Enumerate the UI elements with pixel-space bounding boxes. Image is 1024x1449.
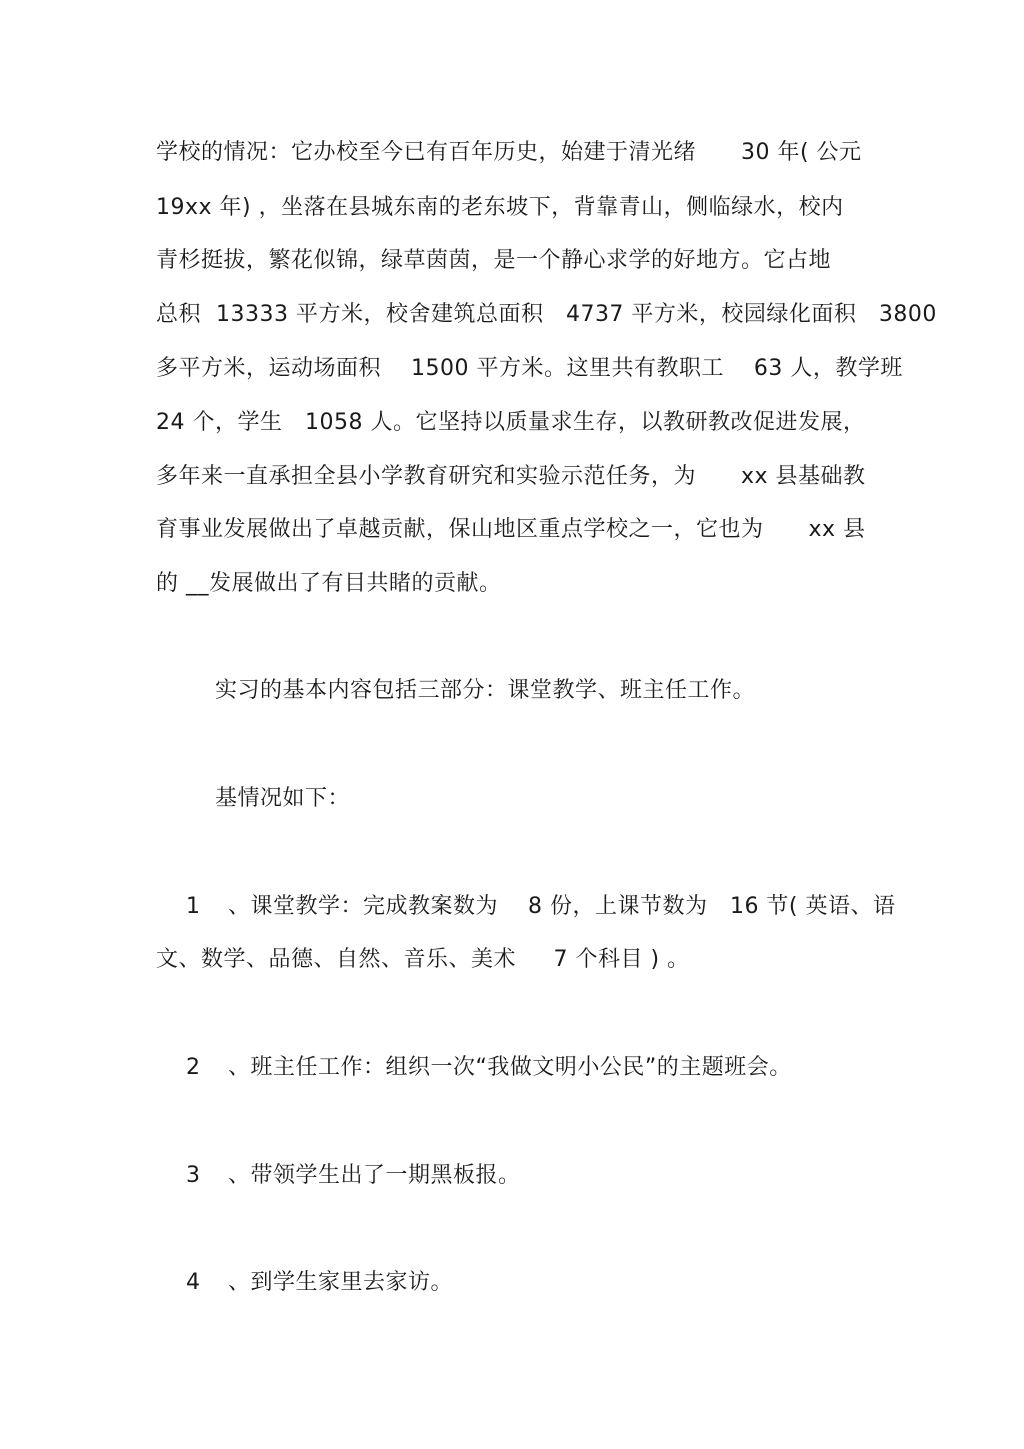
paragraph1-line-7: 多年来一直承担全县小学教育研究和实验示范任务，为 xx 县基础教	[156, 464, 866, 489]
paragraph2: 实习的基本内容包括三部分：课堂教学、班主任工作。	[215, 678, 756, 703]
list-item-3-text: 、带领学生出了一期黑板报。	[228, 1163, 521, 1188]
paragraph1-line-3: 青杉挺拔，繁花似锦，绿草茵茵，是一个静心求学的好地方。它占地	[156, 248, 832, 273]
list-item-4-number: 4	[186, 1270, 200, 1295]
paragraph1-line-1: 学校的情况：它办校至今已有百年历史，始建于清光绪 30 年( 公元	[156, 140, 862, 165]
list-item-2-text: 、班主任工作：组织一次“我做文明小公民”的主题班会。	[228, 1055, 792, 1080]
list-item-1-line-2: 文、数学、品德、自然、音乐、美术 7 个科目 ) 。	[156, 947, 690, 972]
paragraph1-line-2: 19xx 年) ，坐落在县城东南的老东坡下，背靠青山，侧临绿水，校内	[156, 195, 844, 220]
list-item-1-line-1: 、课堂教学：完成教案数为 8 份，上课节数为 16 节( 英语、语	[228, 894, 896, 919]
paragraph1-line-4: 总积 13333 平方米，校舍建筑总面积 4737 平方米，校园绿化面积 3800	[156, 302, 937, 327]
list-item-3-number: 3	[186, 1163, 200, 1188]
paragraph1-line-5: 多平方米，运动场面积 1500 平方米。这里共有教职工 63 人，教学班	[156, 356, 903, 381]
paragraph1-line-8: 育事业发展做出了卓越贡献，保山地区重点学校之一，它也为 xx 县	[156, 517, 866, 542]
paragraph3: 基情况如下：	[215, 786, 351, 811]
list-item-1-number: 1	[186, 894, 200, 919]
paragraph1-line-9: 的 __发展做出了有目共睹的贡献。	[156, 571, 502, 596]
list-item-2-number: 2	[186, 1055, 200, 1080]
paragraph1-line-6: 24 个，学生 1058 人。它坚持以质量求生存，以教研教改促进发展，	[156, 410, 866, 435]
list-item-4-text: 、到学生家里去家访。	[228, 1270, 454, 1295]
